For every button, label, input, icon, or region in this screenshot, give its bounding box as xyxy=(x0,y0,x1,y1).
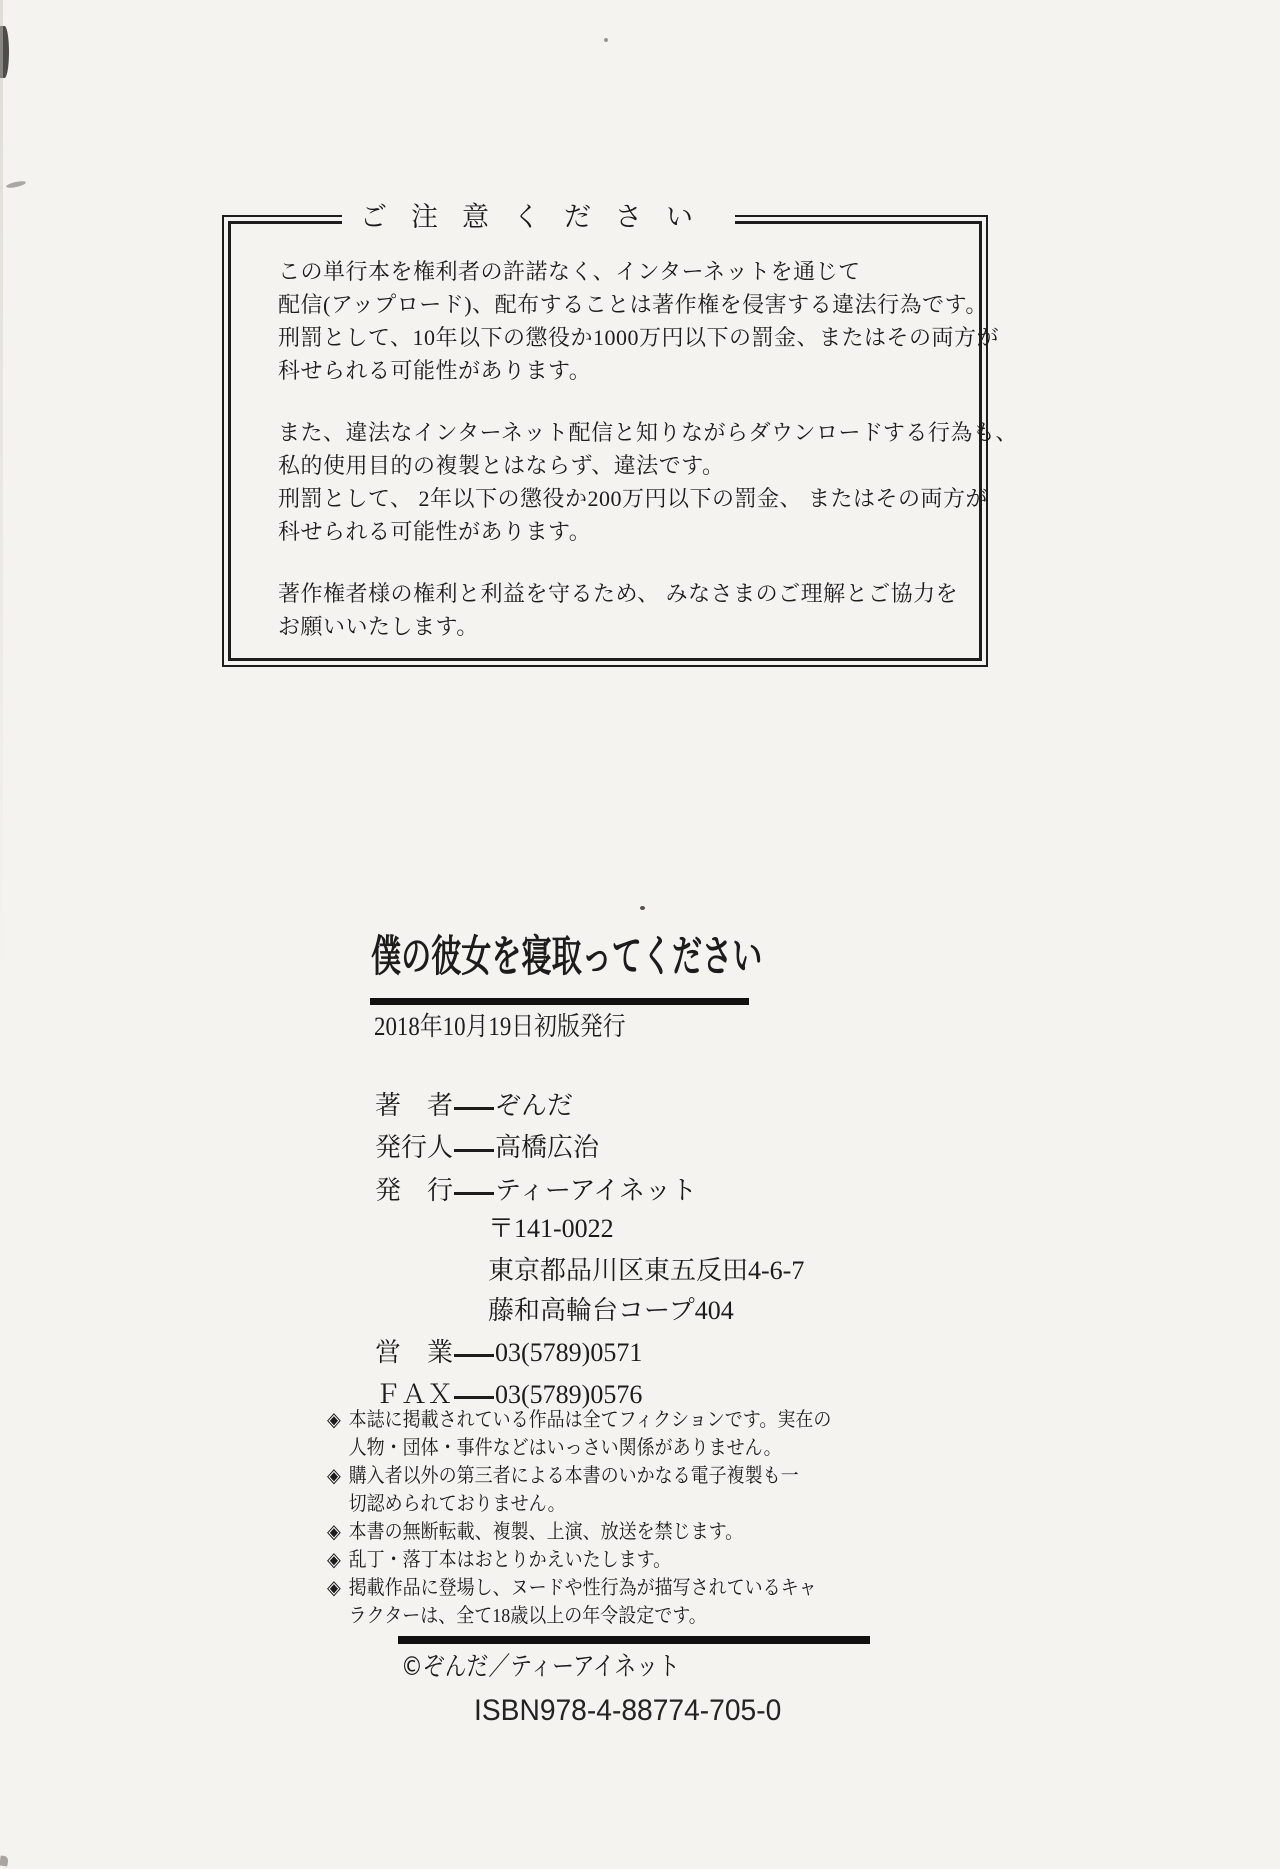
author-row xyxy=(375,1091,573,1121)
dash-line xyxy=(454,1192,494,1195)
note-line: 切認められておりません。 xyxy=(348,1493,566,1515)
sales-phone-row xyxy=(375,1338,642,1368)
note-line: 本書の無断転載、複製、上演、放送を禁じます。 xyxy=(348,1521,744,1543)
sales-value: 03(5789)0571 xyxy=(495,1338,643,1367)
notice-box-content xyxy=(278,255,1018,643)
notice-line: 刑罰として、10年以下の懲役か1000万円以下の罰金、またはその両方が xyxy=(278,325,1000,350)
address-line-2: 藤和高輪台コープ404 xyxy=(488,1296,734,1325)
diamond-marker: ◈ xyxy=(327,1577,341,1599)
notice-box-title: ご注意ください xyxy=(342,198,735,236)
isbn-number: ISBN978-4-88774-705-0 xyxy=(474,1694,782,1727)
scan-artifact-speck xyxy=(640,906,645,910)
fax-label: ＦＡＸ xyxy=(375,1380,454,1409)
dash-line xyxy=(454,1354,494,1357)
publisher-label: 発 行 xyxy=(375,1176,454,1205)
copyright-notice-box xyxy=(222,202,1018,667)
title-rule xyxy=(370,998,749,1005)
diamond-marker: ◈ xyxy=(327,1549,341,1571)
note-line: 購入者以外の第三者による本書のいかなる電子複製も一 xyxy=(348,1465,799,1487)
notice-line: この単行本を権利者の許諾なく、インターネットを通じて xyxy=(278,259,861,284)
notice-line: 私的使用目的の複製とはならず、違法です。 xyxy=(278,453,725,478)
note-line: 掲載作品に登場し、ヌードや性行為が描写されているキャ xyxy=(348,1577,817,1599)
notice-paragraph xyxy=(278,255,1018,387)
notice-paragraph xyxy=(278,577,1018,643)
author-value: ぞんだ xyxy=(495,1091,574,1120)
fax-value: 03(5789)0576 xyxy=(495,1380,643,1409)
publisher-person-value: 高橋広治 xyxy=(495,1133,600,1162)
note-line: 本誌に掲載されている作品は全てフィクションです。実在の xyxy=(348,1409,832,1431)
scan-artifact-speck xyxy=(604,38,608,42)
notice-line: お願いいたします。 xyxy=(278,614,479,639)
publisher-row xyxy=(375,1176,697,1206)
scan-artifact-corner xyxy=(0,26,9,78)
scan-artifact-mark xyxy=(0,1855,9,1866)
author-label: 著 者 xyxy=(375,1091,454,1120)
sales-label: 営 業 xyxy=(375,1338,454,1367)
publisher-person-label: 発行人 xyxy=(375,1133,454,1162)
notice-line: 刑罰として、 2年以下の懲役か200万円以下の罰金、 またはその両方が xyxy=(278,486,989,511)
note-item-defective-copies xyxy=(327,1546,867,1574)
notes-list xyxy=(327,1406,867,1630)
postal-code: 〒141-0022 xyxy=(488,1214,614,1243)
scan-artifact-mark xyxy=(6,180,27,189)
dash-line xyxy=(454,1396,494,1399)
notice-paragraph xyxy=(278,416,1018,548)
notice-line: また、違法なインターネット配信と知りながらダウンロードする行為も、 xyxy=(278,420,1018,445)
address-line-1: 東京都品川区東五反田4-6-7 xyxy=(488,1256,805,1285)
notice-line: 科せられる可能性があります。 xyxy=(278,358,592,383)
note-line: 乱丁・落丁本はおとりかえいたします。 xyxy=(348,1549,672,1571)
note-item-fiction xyxy=(327,1406,867,1462)
note-item-digital-copy xyxy=(327,1462,867,1518)
diamond-marker: ◈ xyxy=(327,1409,341,1431)
bottom-rule xyxy=(398,1636,870,1644)
diamond-marker: ◈ xyxy=(327,1465,341,1487)
publisher-value: ティーアイネット xyxy=(495,1176,698,1205)
edition-date: 2018年10月19日初版発行 xyxy=(374,1012,626,1041)
copyright-line: ©ぞんだ／ティーアイネット xyxy=(401,1652,680,1682)
dash-line xyxy=(454,1107,494,1110)
diamond-marker: ◈ xyxy=(327,1521,341,1543)
note-line: 人物・団体・事件などはいっさい関係がありません。 xyxy=(348,1437,782,1459)
note-item-age-statement xyxy=(327,1574,867,1630)
note-item-reproduction xyxy=(327,1518,867,1546)
note-line: ラクターは、全て18歳以上の年令設定です。 xyxy=(348,1605,707,1627)
dash-line xyxy=(454,1149,494,1152)
scan-edge-shadow xyxy=(0,0,3,980)
notice-line: 著作権者様の権利と利益を守るため、 みなさまのご理解とご協力を xyxy=(278,581,959,606)
notice-line: 配信(アップロード)、配布することは著作権を侵害する違法行為です。 xyxy=(278,292,988,317)
book-title: 僕の彼女を寝取ってください xyxy=(371,932,763,982)
publisher-person-row xyxy=(375,1133,599,1163)
notice-line: 科せられる可能性があります。 xyxy=(278,519,592,544)
